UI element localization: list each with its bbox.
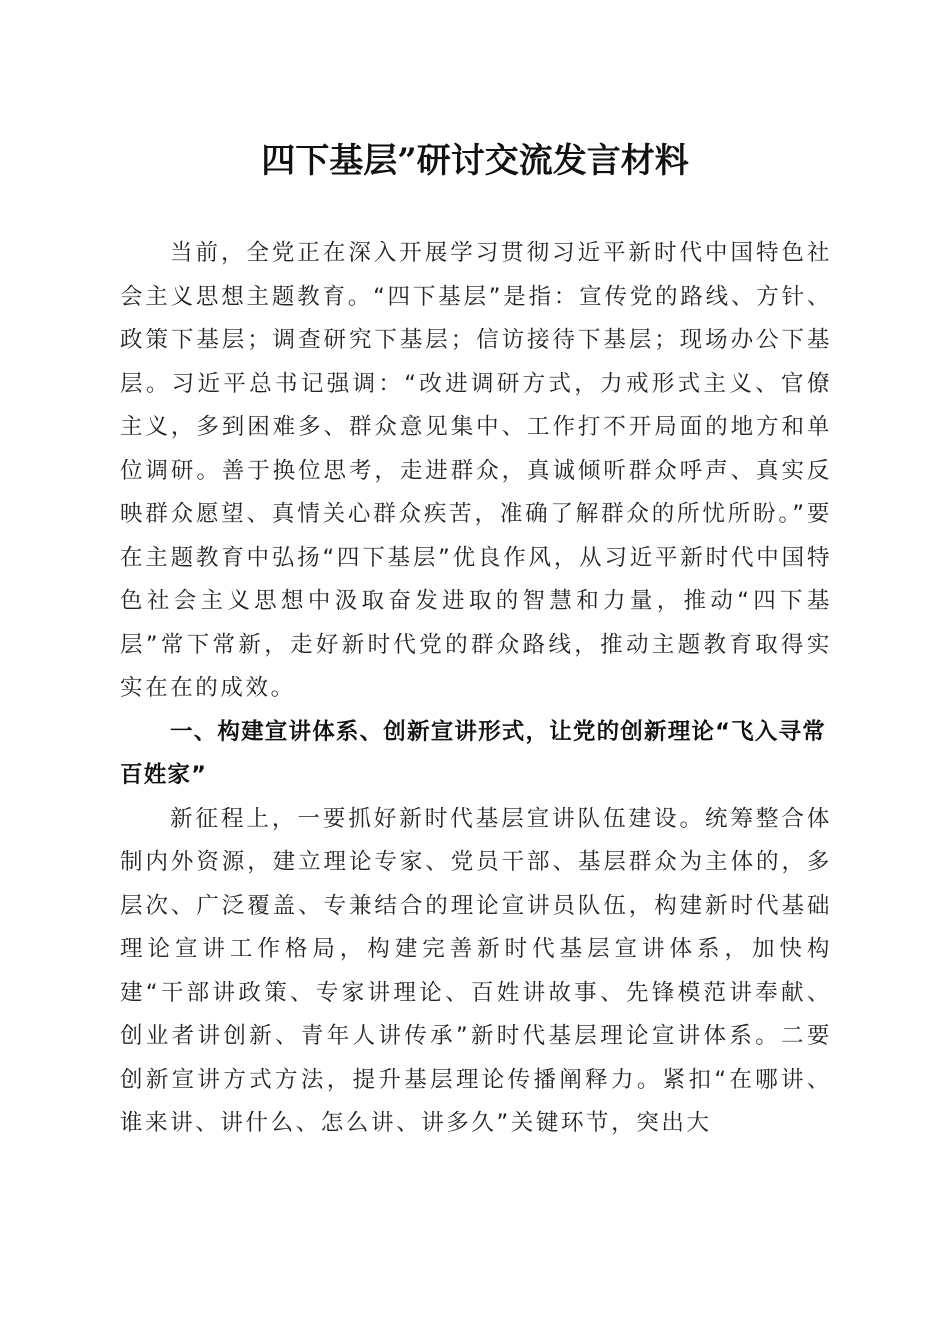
- document-title: 四下基层”研讨交流发言材料: [261, 141, 689, 181]
- section-heading-1: 一、构建宣讲体系、创新宣讲形式，让党的创新理论“飞入寻常百姓家”: [120, 718, 826, 788]
- intro-paragraph: 当前，全党正在深入开展学习贯彻习近平新时代中国特色社会主义思想主题教育。“四下基层”是指：宣传党的路线、方针、政策下基层；调查研究下基层；信访接待下基层；现场办公下基层。习近平总书记强调：“改进调研方式，力戒形式主义、官僚主义，多到困难多、群众意见集中、工作打不开局面的地方和单位调研。善于换位思考，走进群众，真诚倾听群众呼声、真实反映群众愿望、真情关心群众疾苦，准确了解群众的所忧所盼。”要在主题教育中弘扬“四下基层”优良作风，从习近平新时代中国特色社会主义思想中汲取奋发进取的智慧和力量，推动“四下基层”常下常新，走好新时代党的群众路线，推动主题教育取得实实在在的成效。: [120, 240, 832, 701]
- document-body: [120, 232, 832, 1146]
- section-1-paragraph: 新征程上，一要抓好新时代基层宣讲队伍建设。统筹整合体制内外资源，建立理论专家、党员干部、基层群众为主体的，多层次、广泛覆盖、专兼结合的理论宣讲员队伍，构建新时代基础理论宣讲工作格局，构建完善新时代基层宣讲体系，加快构建“干部讲政策、专家讲理论、百姓讲故事、先锋模范讲奉献、创业者讲创新、青年人讲传承”新时代基层理论宣讲体系。二要创新宣讲方式方法，提升基层理论传播阐释力。紧扣“在哪讲、谁来讲、讲什么、怎么讲、讲多久”关键环节，突出大: [120, 805, 832, 1136]
